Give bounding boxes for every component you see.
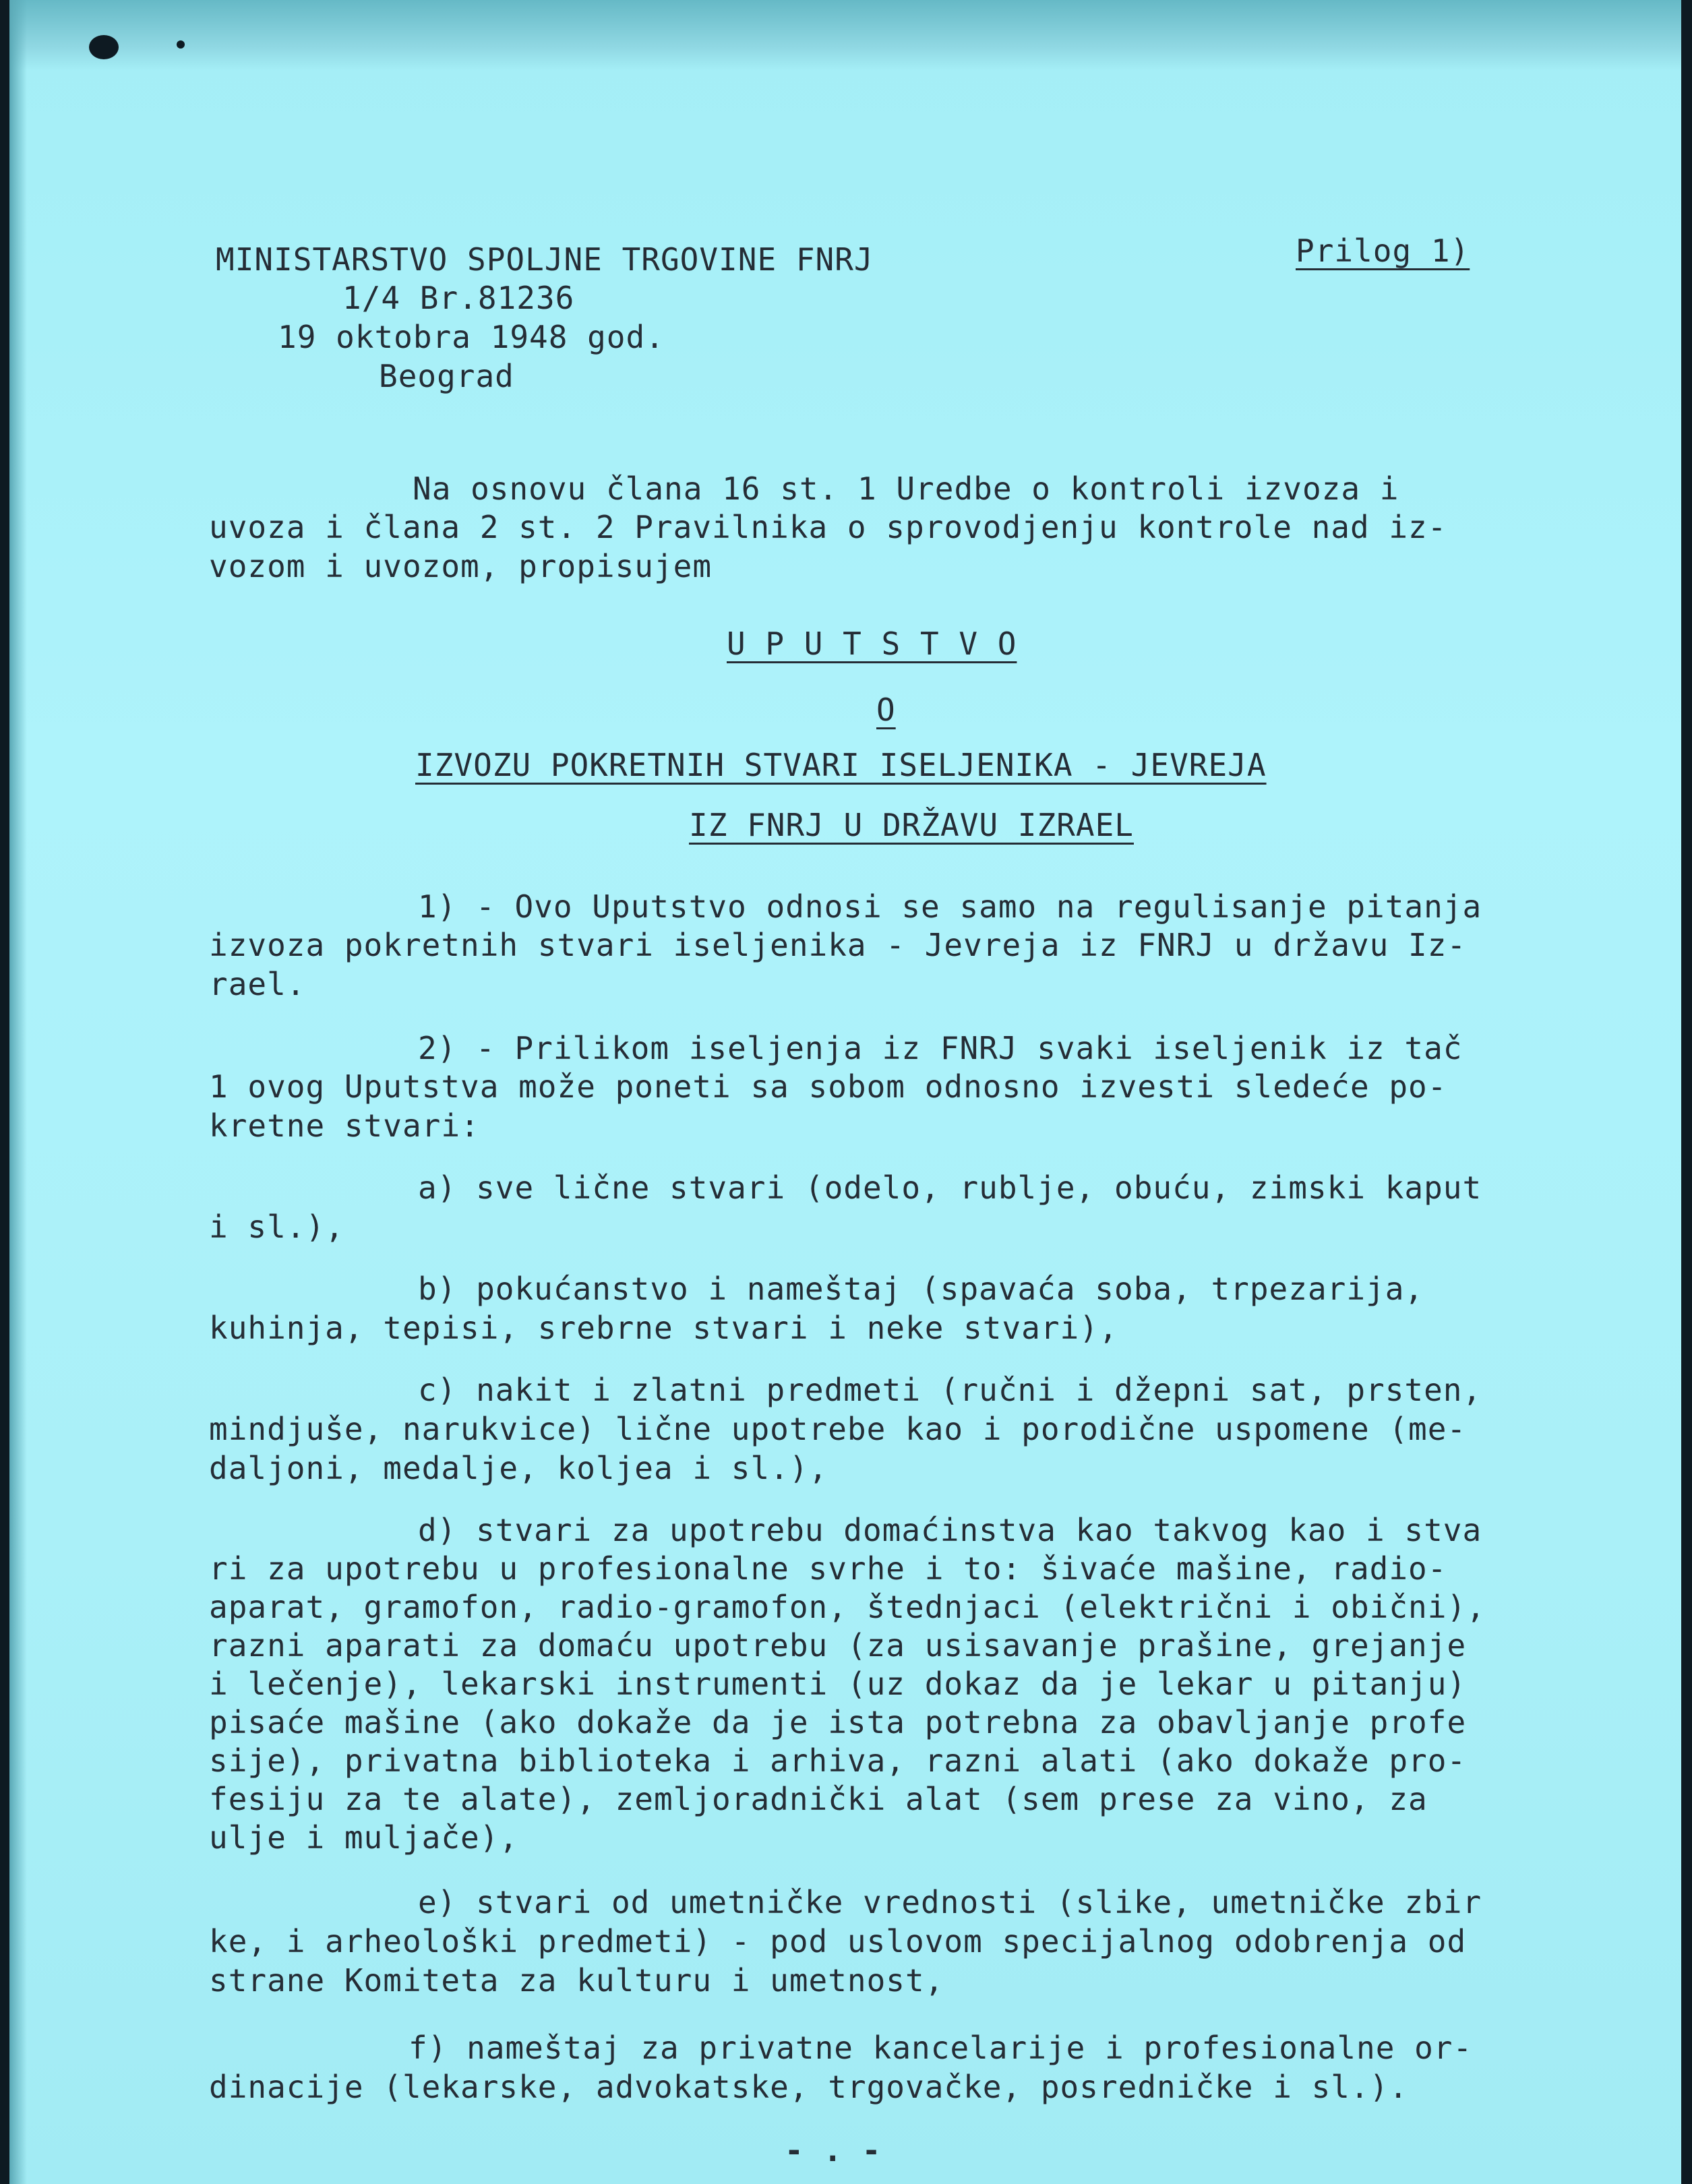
document-date: 19 oktobra 1948 god.: [278, 319, 665, 355]
document-place: Beograd: [379, 358, 514, 394]
item-d-line: ulje i muljače),: [209, 1819, 519, 1856]
item-c-line: daljoni, medalje, koljea i sl.),: [209, 1450, 828, 1486]
item-d-line: razni aparati za domaću upotrebu (za usisavanje prašine, grejanje: [209, 1627, 1467, 1664]
item-a-line: i sl.),: [209, 1209, 344, 1245]
document-number: 1/4 Br.81236: [342, 280, 575, 316]
title-subject: IZVOZU POKRETNIH STVARI ISELJENIKA - JEVREJA: [415, 747, 1267, 783]
title-connector: O: [876, 692, 896, 728]
item-b-line: b) pokućanstvo i nameštaj (spavaća soba, trpezarija,: [418, 1271, 1424, 1307]
scan-top-shadow: [9, 0, 1681, 71]
preamble-line: vozom i uvozom, propisujem: [209, 548, 713, 584]
scan-left-edge: [9, 0, 27, 2184]
paragraph-2-line: 1 ovog Uputstva može poneti sa sobom odnosno izvesti sledeće po-: [209, 1068, 1447, 1105]
item-d-line: sije), privatna biblioteka i arhiva, razni alati (ako dokaže pro-: [209, 1742, 1467, 1779]
ministry-name: MINISTARSTVO SPOLJNE TRGOVINE FNRJ: [216, 241, 874, 278]
item-e-line: ke, i arheološki predmeti) - pod uslovom specijalnog odobrenja od: [209, 1923, 1467, 1960]
item-a-line: a) sve lične stvari (odelo, rublje, obuću, zimski kaput: [418, 1170, 1482, 1206]
item-d-line: ri za upotrebu u profesionalne svrhe i to: šivaće mašine, radio-: [209, 1550, 1447, 1587]
item-d-line: fesiju za te alate), zemljoradnički alat (sem prese za vino, za: [209, 1781, 1428, 1817]
item-d-line: i lečenje), lekarski instrumenti (uz dokaz da je lekar u pitanju): [209, 1666, 1467, 1702]
paragraph-2-line: 2) - Prilikom iseljenja iz FNRJ svaki iseljenik iz tač: [418, 1030, 1463, 1066]
document-title: U P U T S T V O: [727, 626, 1017, 662]
item-c-line: mindjuše, narukvice) lične upotrebe kao i porodične uspomene (me-: [209, 1411, 1467, 1447]
document-page: [9, 0, 1681, 2184]
attachment-label: Prilog 1): [1296, 233, 1470, 269]
item-d-line: aparat, gramofon, radio-gramofon, štednjaci (električni i obični),: [209, 1589, 1486, 1625]
title-subject-2: IZ FNRJ U DRŽAVU IZRAEL: [689, 807, 1134, 843]
item-e-line: e) stvari od umetničke vrednosti (slike, umetničke zbir: [418, 1884, 1482, 1920]
item-f-line: dinacije (lekarske, advokatske, trgovačke, posredničke i sl.).: [209, 2069, 1409, 2105]
paragraph-1-line: 1) - Ovo Uputstvo odnosi se samo na regulisanje pitanja: [418, 888, 1482, 925]
punch-hole: [89, 35, 119, 59]
preamble-line: Na osnovu člana 16 st. 1 Uredbe o kontroli izvoza i: [413, 471, 1399, 507]
paragraph-1-line: rael.: [209, 966, 306, 1002]
paragraph-2-line: kretne stvari:: [209, 1108, 480, 1144]
paragraph-1-line: izvoza pokretnih stvari iseljenika - Jevreja iz FNRJ u državu Iz-: [209, 927, 1467, 963]
punch-hole-small: [177, 40, 185, 49]
item-c-line: c) nakit i zlatni predmeti (ručni i džepni sat, prsten,: [418, 1372, 1482, 1408]
preamble-line: uvoza i člana 2 st. 2 Pravilnika o sprovodjenju kontrole nad iz-: [209, 509, 1447, 545]
item-f-line: f) nameštaj za privatne kancelarije i profesionalne or-: [409, 2030, 1473, 2066]
item-d-line: pisaće mašine (ako dokaže da je ista potrebna za obavljanje profe: [209, 1704, 1467, 1740]
page-continuation-mark: - . -: [785, 2132, 882, 2168]
item-d-line: d) stvari za upotrebu domaćinstva kao takvog kao i stva: [418, 1512, 1482, 1548]
item-b-line: kuhinja, tepisi, srebrne stvari i neke stvari),: [209, 1310, 1118, 1346]
item-e-line: strane Komiteta za kulturu i umetnost,: [209, 1962, 944, 1999]
